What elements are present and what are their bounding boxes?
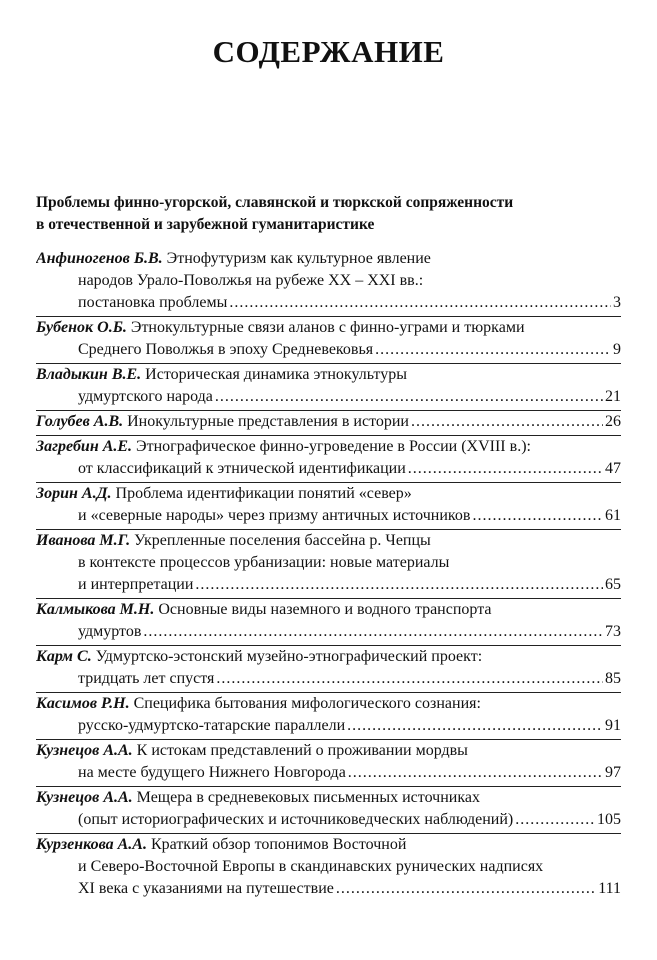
- page-title: СОДЕРЖАНИЕ: [212, 34, 445, 69]
- toc-entry-last-line: [36, 458, 621, 480]
- toc-entry-line: [36, 530, 621, 552]
- toc-author: Кузнецов А.А.: [36, 789, 133, 806]
- toc-title-line: XI века с указаниями на путешествие: [78, 880, 334, 897]
- toc-entry-last-line: [36, 292, 621, 314]
- toc-entry-line: [36, 364, 621, 386]
- toc-entry-line: [36, 856, 621, 878]
- dot-leader: [336, 878, 596, 900]
- toc-author: Иванова М.Г.: [36, 532, 131, 549]
- section-heading: [36, 192, 621, 236]
- toc-entry-line: [36, 248, 621, 270]
- toc-entry-line: [36, 552, 621, 574]
- toc-author: Бубенок О.Б.: [36, 319, 127, 336]
- toc-title-line: Мещера в средневековых письменных источниках: [136, 789, 480, 806]
- toc-entry[interactable]: [36, 483, 621, 530]
- toc-entry[interactable]: [36, 834, 621, 903]
- toc-entry[interactable]: [36, 646, 621, 693]
- toc-author: Карм С.: [36, 648, 92, 665]
- toc-page-number[interactable]: 65: [605, 576, 621, 593]
- toc-page-number[interactable]: 9: [613, 341, 621, 358]
- dot-leader: [215, 386, 603, 408]
- toc-title-line: Этнографическое финно-угроведение в России (XVIII в.):: [136, 438, 531, 455]
- toc-entry[interactable]: [36, 248, 621, 317]
- toc-title-line: народов Урало-Поволжья на рубеже XX – XXI вв.:: [78, 272, 424, 289]
- toc-page-number[interactable]: 85: [605, 670, 621, 687]
- toc-title-line: и «северные народы» через призму античных источников: [78, 507, 471, 524]
- toc-page-number[interactable]: 97: [605, 764, 621, 781]
- toc-title-line: Удмуртско-эстонский музейно-этнографический проект:: [95, 648, 483, 665]
- toc-title-line: Среднего Поволжья в эпоху Средневековья: [78, 341, 374, 358]
- toc-title-line: Историческая динамика этнокультуры: [145, 366, 407, 383]
- toc-entry-last-line: [36, 411, 621, 433]
- toc-page-number[interactable]: 91: [605, 717, 621, 734]
- toc-title-line: от классификаций к этнической идентификации: [78, 460, 406, 477]
- toc-author: Касимов Р.Н.: [36, 695, 130, 712]
- toc-entry-last-line: [36, 878, 621, 900]
- dot-leader: [408, 458, 603, 480]
- dot-leader: [472, 505, 603, 527]
- toc-entry-line: [36, 693, 621, 715]
- toc-title-line: Основные виды наземного и водного транспорта: [158, 601, 492, 618]
- toc-entry-last-line: [36, 809, 621, 831]
- toc-title-line: в контексте процессов урбанизации: новые материалы: [78, 554, 450, 571]
- toc-entry[interactable]: [36, 411, 621, 436]
- toc-entry[interactable]: [36, 364, 621, 411]
- toc-page-number[interactable]: 26: [605, 413, 621, 430]
- toc-title-line: и интерпретации: [78, 576, 194, 593]
- dot-leader: [347, 715, 603, 737]
- dot-leader: [348, 762, 603, 784]
- dot-leader: [375, 339, 611, 361]
- toc-author: Курзенкова А.А.: [36, 836, 147, 853]
- toc-entry-last-line: [36, 715, 621, 737]
- toc-author: Зорин А.Д.: [36, 485, 112, 502]
- dot-leader: [411, 411, 603, 433]
- toc-author: Калмыкова М.Н.: [36, 601, 155, 618]
- toc-title-line: Проблема идентификации понятий «север»: [115, 485, 412, 502]
- toc-entry-line: [36, 599, 621, 621]
- toc-title-line: (опыт историографических и источниковедческих наблюдений): [78, 811, 514, 828]
- toc-entry-line: [36, 787, 621, 809]
- toc-entry[interactable]: [36, 436, 621, 483]
- toc-author: Загребин А.Е.: [36, 438, 133, 455]
- section-heading-line-2: в отечественной и зарубежной гуманитаристике: [36, 216, 375, 233]
- toc-entry-last-line: [36, 574, 621, 596]
- toc-entry-last-line: [36, 762, 621, 784]
- section-heading-line-1: Проблемы финно-угорской, славянской и тюркской сопряженности: [36, 194, 514, 211]
- toc-entry-line: [36, 270, 621, 292]
- toc-author: Владыкин В.Е.: [36, 366, 142, 383]
- toc-entry[interactable]: [36, 740, 621, 787]
- toc-title-line: тридцать лет спустя: [78, 670, 215, 687]
- toc-title-line: Этнокультурные связи аланов с финно-уграми и тюрками: [130, 319, 525, 336]
- dot-leader: [195, 574, 603, 596]
- dot-leader: [143, 621, 603, 643]
- toc-entry-last-line: [36, 668, 621, 690]
- toc-entry-last-line: [36, 505, 621, 527]
- toc-title-line: постановка проблемы: [78, 294, 228, 311]
- toc-author: Анфиногенов Б.В.: [36, 250, 163, 267]
- toc-page-number[interactable]: 61: [605, 507, 621, 524]
- dot-leader: [229, 292, 611, 314]
- toc-page-number[interactable]: 47: [605, 460, 621, 477]
- toc-entry-last-line: [36, 621, 621, 643]
- toc-title-line: на месте будущего Нижнего Новгорода: [78, 764, 346, 781]
- toc-entry[interactable]: [36, 530, 621, 599]
- toc-title-line: удмуртов: [78, 623, 142, 640]
- toc-entry[interactable]: [36, 787, 621, 834]
- toc-title-line: и Северо-Восточной Европы в скандинавских рунических надписях: [78, 858, 544, 875]
- dot-leader: [515, 809, 595, 831]
- toc-title-line: Специфика бытования мифологического сознания:: [133, 695, 481, 712]
- toc-title-line: Инокультурные представления в истории: [127, 413, 409, 430]
- toc-entry-last-line: [36, 339, 621, 361]
- toc-title-line: К истокам представлений о проживании мордвы: [136, 742, 468, 759]
- toc-entry-last-line: [36, 386, 621, 408]
- toc-entry-line: [36, 740, 621, 762]
- toc-page-number[interactable]: 73: [605, 623, 621, 640]
- toc-entries: [36, 248, 621, 903]
- toc-entry-line: [36, 436, 621, 458]
- dot-leader: [216, 668, 603, 690]
- toc-entry-line: [36, 317, 621, 339]
- toc-title-line: Краткий обзор топонимов Восточной: [150, 836, 407, 853]
- toc-author: Голубев А.В.: [36, 413, 124, 430]
- toc-entry-line: [36, 834, 621, 856]
- toc-entry-line: [36, 483, 621, 505]
- toc-title-line: удмуртского народа: [78, 388, 213, 405]
- toc-page-number[interactable]: 111: [598, 880, 621, 897]
- toc-entry-line: [36, 646, 621, 668]
- toc-page-number[interactable]: 105: [597, 811, 621, 828]
- toc-entry[interactable]: [36, 693, 621, 740]
- toc-title-line: Укрепленные поселения бассейна р. Чепцы: [134, 532, 431, 549]
- toc-page-number[interactable]: 21: [605, 388, 621, 405]
- toc-entry[interactable]: [36, 317, 621, 364]
- toc-title-line: русско-удмуртско-татарские параллели: [78, 717, 346, 734]
- toc-entry[interactable]: [36, 599, 621, 646]
- toc-page-number[interactable]: 3: [613, 294, 621, 311]
- toc-author: Кузнецов А.А.: [36, 742, 133, 759]
- toc-title-line: Этнофутуризм как культурное явление: [166, 250, 431, 267]
